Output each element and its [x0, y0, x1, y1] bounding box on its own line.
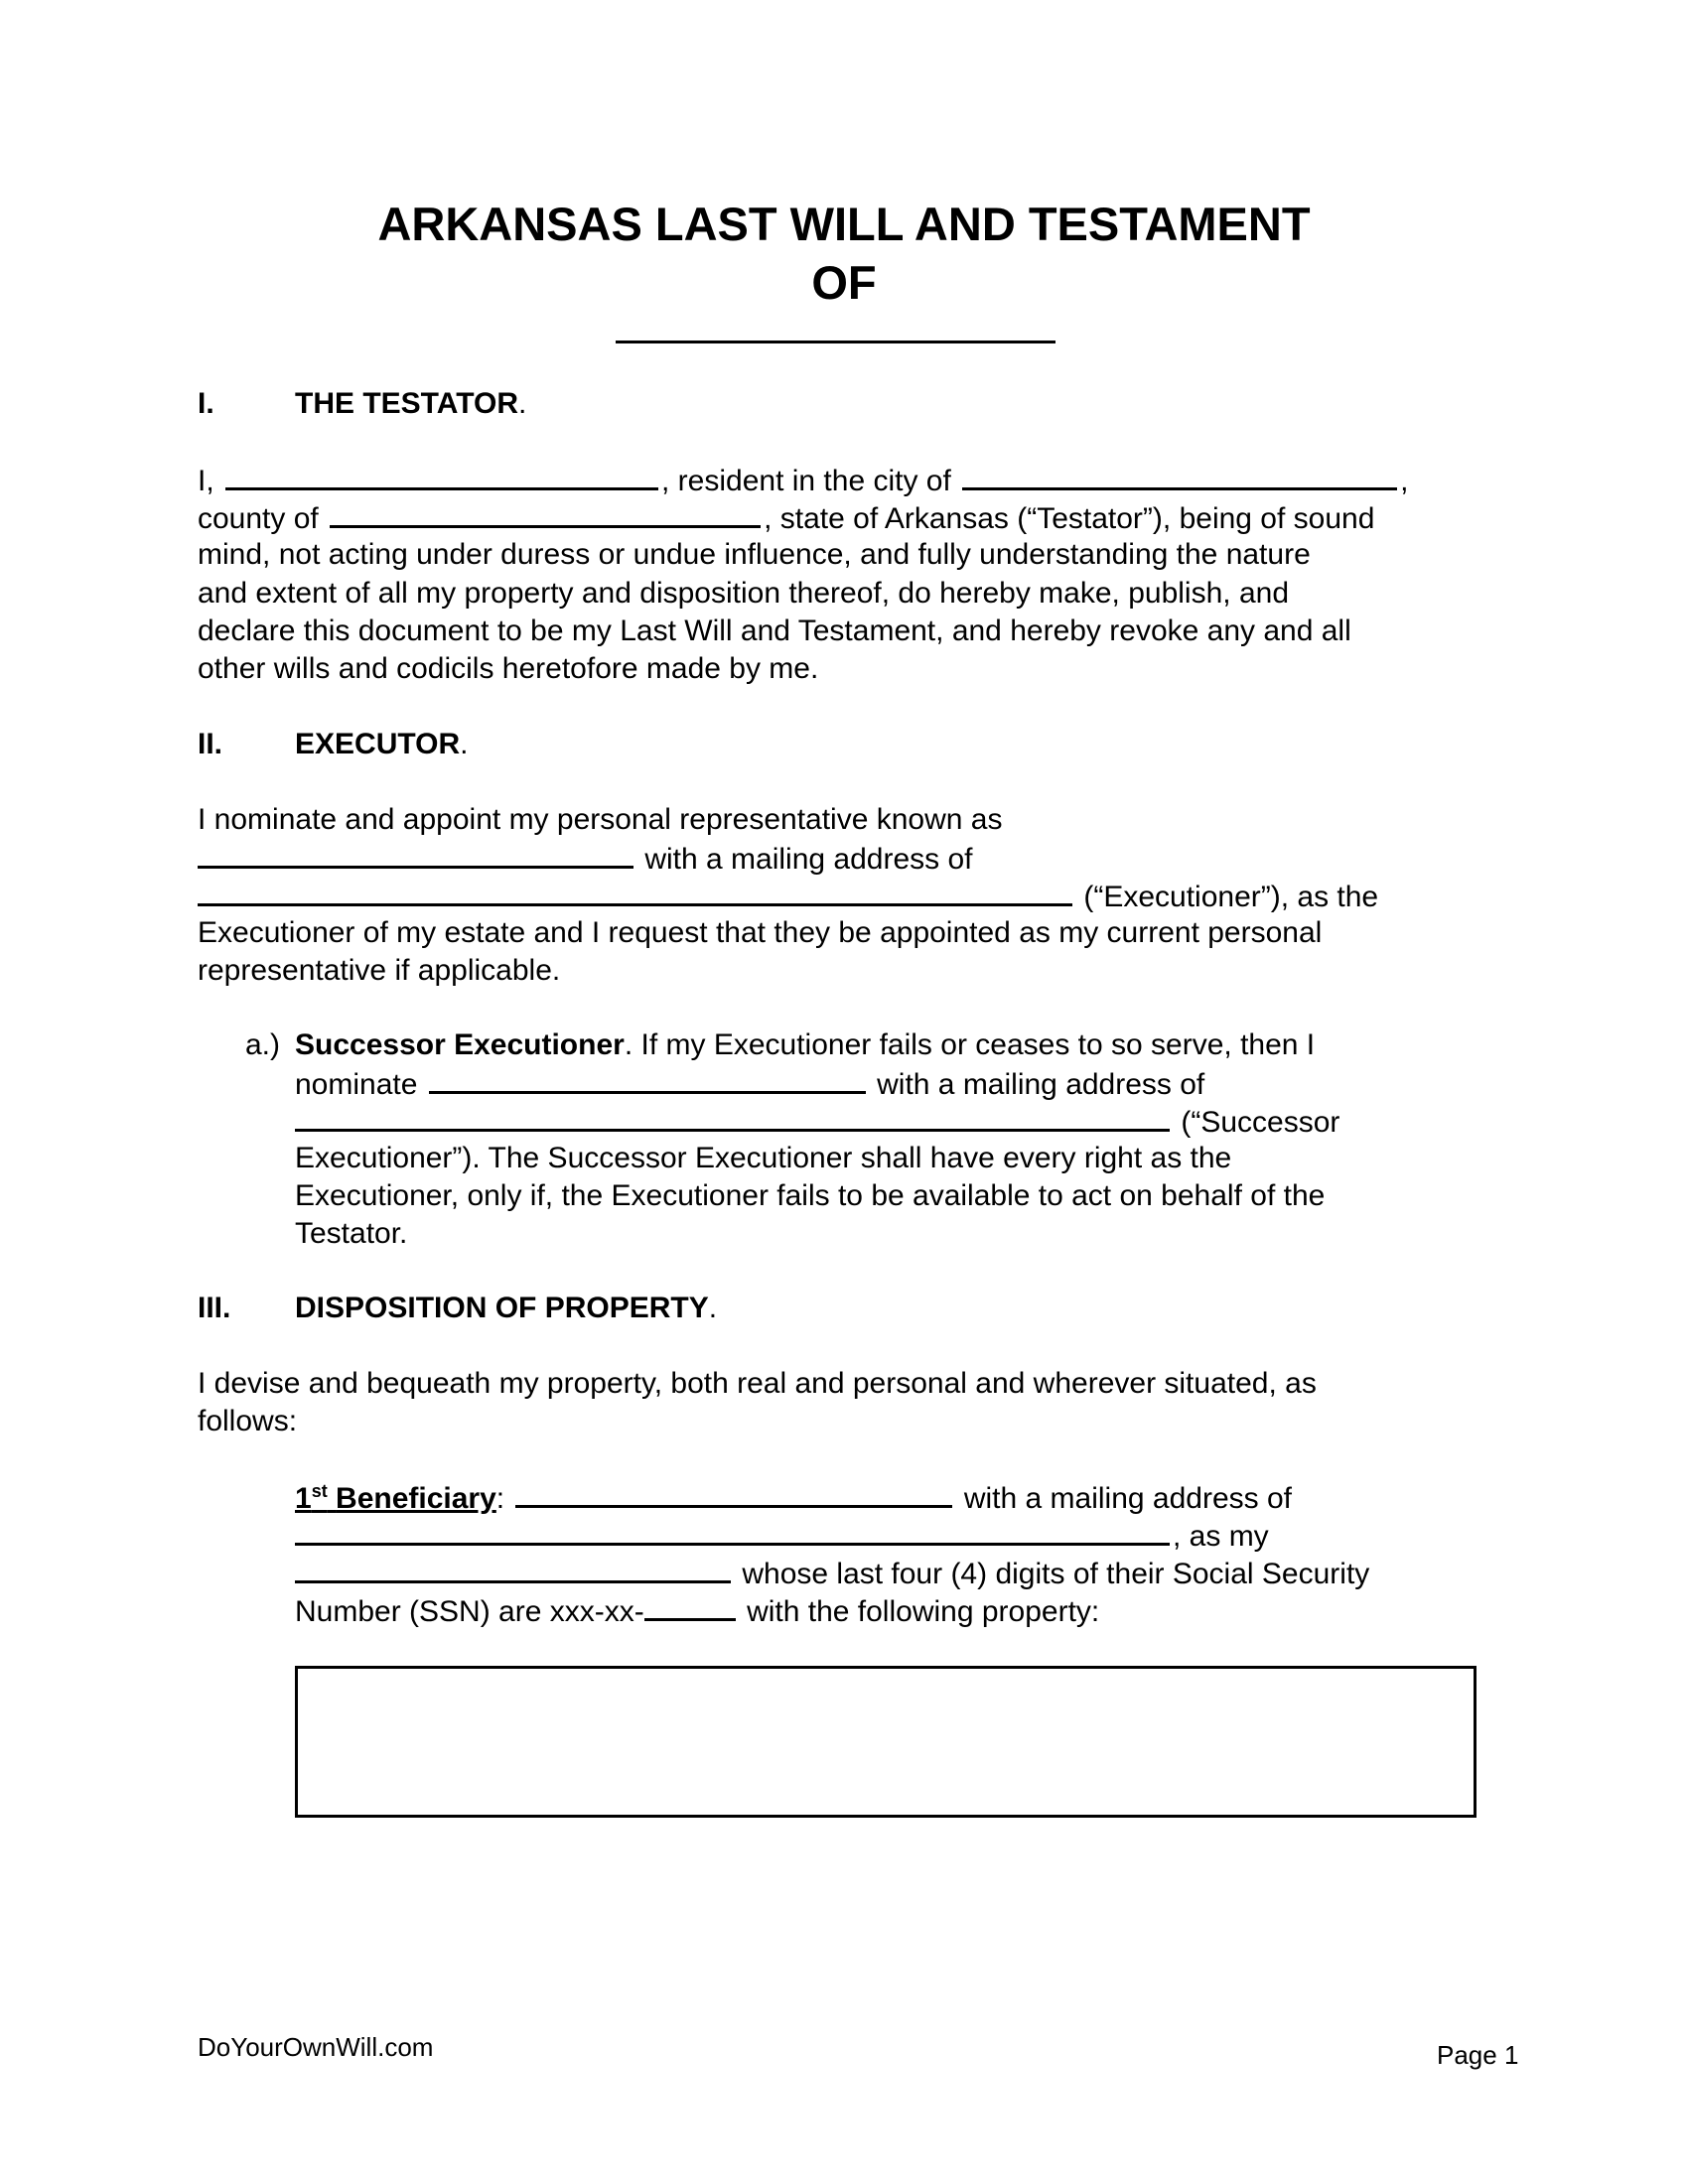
- text: with a mailing address of: [644, 843, 973, 876]
- text: ,: [1400, 465, 1409, 497]
- executor-line-4: Executioner of my estate and I request that they be appointed as my current personal: [198, 916, 1323, 949]
- disposition-line-2: follows:: [198, 1405, 298, 1437]
- testator-line-4: and extent of all my property and disposition thereof, do hereby make, publish, and: [198, 577, 1289, 610]
- section-heading: [295, 1290, 717, 1327]
- beneficiary-label: [295, 1482, 496, 1515]
- successor-line-4: Executioner”). The Successor Executioner shall have every right as the: [295, 1142, 1232, 1174]
- successor-line-5: Executioner, only if, the Executioner fails to be available to act on behalf of the: [295, 1179, 1326, 1212]
- beneficiary-line-1: [295, 1478, 1292, 1518]
- text: nominate: [295, 1068, 418, 1101]
- text: with the following property:: [747, 1595, 1100, 1628]
- beneficiary-line-2: [295, 1516, 1269, 1556]
- successor-heading: Successor Executioner: [295, 1028, 625, 1061]
- section-heading: [295, 385, 526, 423]
- section-heading-text: EXECUTOR: [295, 728, 461, 760]
- text: , as my: [1173, 1520, 1269, 1553]
- text: , resident in the city of: [661, 465, 951, 497]
- testator-line-2: [198, 498, 1374, 538]
- executor-line-2: [198, 839, 973, 879]
- colon: :: [495, 1482, 505, 1515]
- ordinal-suffix: st: [311, 1481, 328, 1501]
- beneficiary-line-3: [295, 1554, 1369, 1593]
- text: with a mailing address of: [877, 1068, 1205, 1101]
- testator-line-5: declare this document to be my Last Will and Testament, and hereby revoke any and all: [198, 614, 1351, 647]
- section-number: II.: [198, 728, 223, 760]
- successor-line-2: [295, 1064, 1204, 1104]
- label: Beneficiary: [336, 1482, 496, 1515]
- city-field[interactable]: [962, 461, 1397, 490]
- page-number: Page 1: [1437, 2040, 1519, 2070]
- beneficiary-relationship-field[interactable]: [295, 1554, 731, 1583]
- testator-name-field[interactable]: [225, 461, 658, 490]
- text: I,: [198, 465, 214, 497]
- beneficiary-name-field[interactable]: [515, 1478, 952, 1508]
- text: , state of Arkansas (“Testator”), being of sound: [764, 502, 1375, 535]
- successor-line-1: [295, 1026, 1315, 1064]
- text: (“Executioner”), as the: [1083, 881, 1379, 913]
- ordinal: 1: [295, 1482, 312, 1515]
- executor-line-5: representative if applicable.: [198, 954, 561, 987]
- section-number: III.: [198, 1292, 231, 1324]
- testator-line-3: mind, not acting under duress or undue influence, and fully understanding the nature: [198, 538, 1311, 571]
- beneficiary-address-field[interactable]: [295, 1516, 1170, 1546]
- heading-period: .: [460, 728, 469, 760]
- successor-line-3: [295, 1102, 1339, 1142]
- executor-line-3: [198, 877, 1378, 916]
- testator-line-1: [198, 461, 1409, 500]
- executor-line-1: I nominate and appoint my personal representative known as: [198, 803, 1003, 836]
- section-heading: [295, 726, 469, 763]
- document-title-of: OF: [811, 256, 877, 309]
- heading-period: .: [708, 1292, 718, 1324]
- text: Number (SSN) are xxx-xx-: [295, 1595, 644, 1628]
- testator-line-6: other wills and codicils heretofore made by me.: [198, 652, 819, 685]
- successor-address-field[interactable]: [295, 1102, 1170, 1132]
- text: county of: [198, 502, 319, 535]
- successor-name-field[interactable]: [429, 1064, 866, 1094]
- successor-line-6: Testator.: [295, 1217, 408, 1250]
- executor-name-field[interactable]: [198, 839, 633, 869]
- ssn-field[interactable]: [644, 1591, 736, 1621]
- section-heading-text: THE TESTATOR: [295, 387, 518, 420]
- text: whose last four (4) digits of their Social Security: [742, 1558, 1370, 1590]
- subsection-label: a.): [245, 1028, 281, 1061]
- testator-name-blank[interactable]: [616, 341, 1055, 343]
- document-title: ARKANSAS LAST WILL AND TESTAMENT: [377, 198, 1311, 250]
- text: with a mailing address of: [963, 1482, 1292, 1515]
- text: (“Successor: [1181, 1106, 1340, 1139]
- disposition-line-1: I devise and bequeath my property, both real and personal and wherever situated, as: [198, 1367, 1317, 1400]
- property-description-box[interactable]: [295, 1666, 1477, 1818]
- section-heading-text: DISPOSITION OF PROPERTY: [295, 1292, 709, 1324]
- heading-period: .: [518, 387, 527, 420]
- footer-site: DoYourOwnWill.com: [198, 2032, 434, 2062]
- executor-address-field[interactable]: [198, 877, 1072, 906]
- beneficiary-line-4: [295, 1591, 1099, 1631]
- text: . If my Executioner fails or ceases to so serve, then I: [624, 1028, 1316, 1061]
- section-number: I.: [198, 387, 214, 420]
- county-field[interactable]: [330, 498, 761, 528]
